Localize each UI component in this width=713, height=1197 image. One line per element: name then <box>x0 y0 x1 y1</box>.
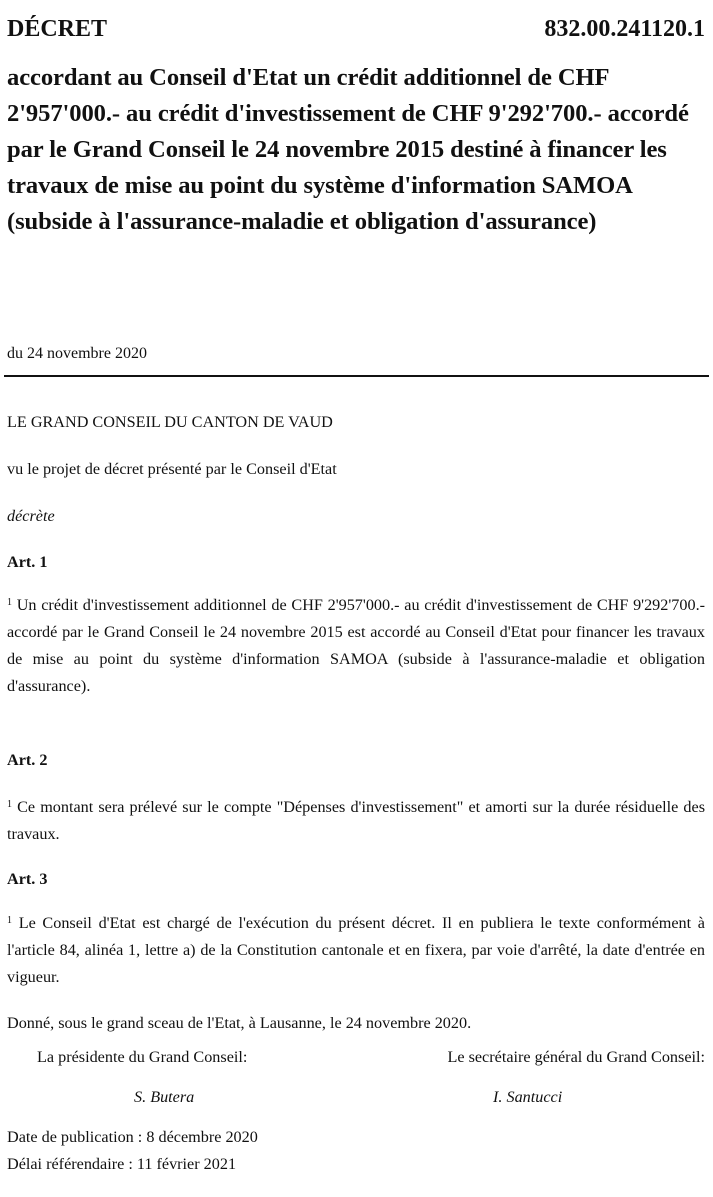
decree-title: accordant au Conseil d'Etat un crédit additionnel de CHF 2'957'000.- au crédit d'investissement de CHF 9'292'700.- accordé par le Grand Conseil le 24 novembre 2015 destiné à financer les travaux de mise au point du système d'information SAMOA (subside à l'assurance-maladie et obligation d'assurance) <box>7 64 689 235</box>
article-2-paragraph <box>7 794 705 848</box>
article-3-heading: Art. 3 <box>7 870 48 888</box>
decree-date: du 24 novembre 2020 <box>7 345 147 362</box>
article-2-heading: Art. 2 <box>7 751 48 769</box>
document-header <box>7 14 705 44</box>
president-role: La présidente du Grand Conseil: <box>37 1048 248 1066</box>
article-1-text: Un crédit d'investissement additionnel de CHF 2'957'000.- au crédit d'investissement de CHF 9'292'700.- accordé par le Grand Conseil le 24 novembre 2015 est accordé au Conseil d'Etat pour financer les travaux de mise au point du système d'information SAMOA (subside à l'assurance-maladie et obligation d'assurance). <box>7 596 706 695</box>
article-1-heading: Art. 1 <box>7 553 48 571</box>
preamble-authority: LE GRAND CONSEIL DU CANTON DE VAUD <box>7 413 333 431</box>
article-3-paragraph-number: 1 <box>7 915 12 926</box>
publication-date: Date de publication : 8 décembre 2020 <box>7 1128 258 1146</box>
article-1-paragraph-number: 1 <box>7 597 12 608</box>
article-2-text: Ce montant sera prélevé sur le compte "Dépenses d'investissement" et amorti sur la durée résiduelle des travaux. <box>7 798 705 843</box>
preamble-considering: vu le projet de décret présenté par le Conseil d'Etat <box>7 460 337 478</box>
secretary-role: Le secrétaire général du Grand Conseil: <box>447 1048 705 1066</box>
article-2-paragraph-number: 1 <box>7 799 12 810</box>
secretary-name: I. Santucci <box>493 1088 563 1106</box>
article-1-paragraph <box>7 592 705 700</box>
article-3-text: Le Conseil d'Etat est chargé de l'exécution du présent décret. Il en publiera le texte conformément à l'article 84, alinéa 1, lettre a) de la Constitution cantonale et en fixera, par voie d'arrêté, la date d'entrée en vigueur. <box>7 914 705 986</box>
referendum-deadline: Délai référendaire : 11 février 2021 <box>7 1155 237 1173</box>
president-name: S. Butera <box>134 1088 195 1106</box>
article-3-paragraph <box>7 910 705 991</box>
preamble-decrees: décrète <box>7 507 55 525</box>
given-statement: Donné, sous le grand sceau de l'Etat, à Lausanne, le 24 novembre 2020. <box>7 1014 472 1032</box>
header-divider <box>4 375 709 377</box>
document-type-label: DÉCRET <box>7 16 108 42</box>
document-reference-number: 832.00.241120.1 <box>544 16 705 42</box>
